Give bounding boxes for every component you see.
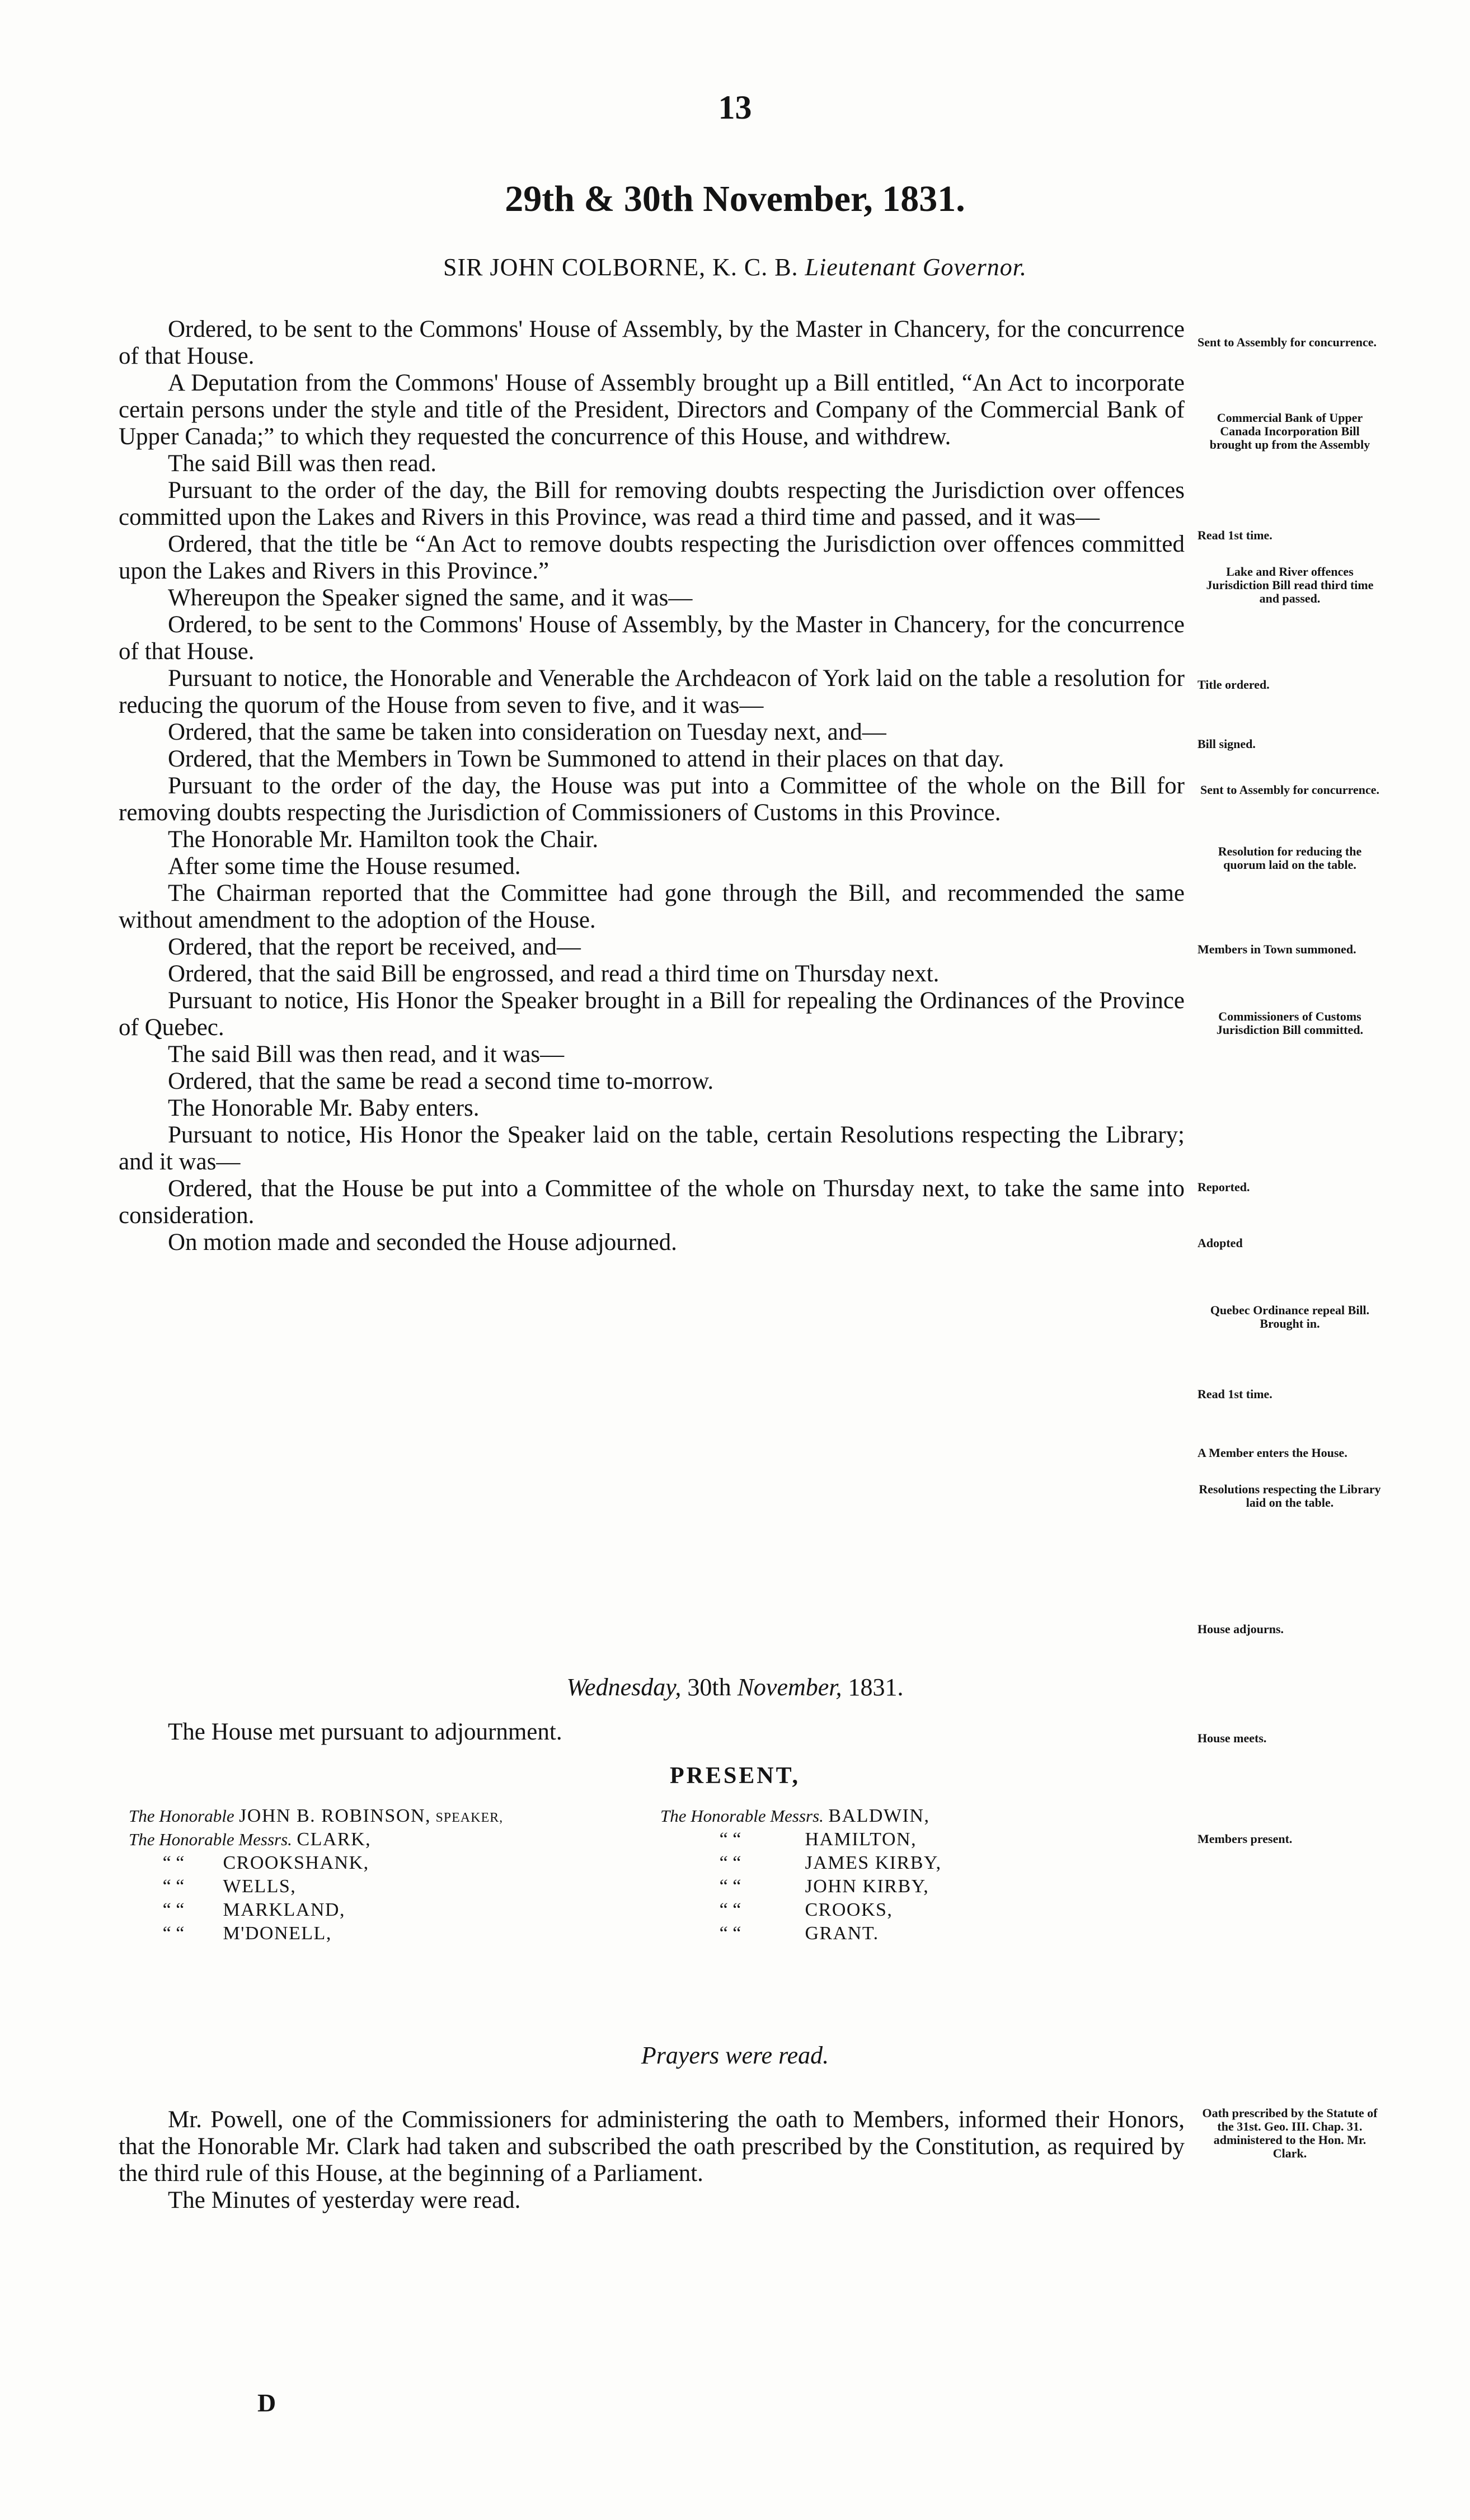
page-number: 13 <box>718 89 752 126</box>
ditto-marks: “ “ <box>719 1876 741 1897</box>
member-prefix: The Honorable Messrs. <box>660 1806 824 1826</box>
margin-note: Title ordered. <box>1197 678 1270 692</box>
ditto-marks: “ “ <box>719 1923 741 1944</box>
paragraph: Pursuant to the order of the day, the Bill for removing doubts respecting the Jurisdiction over offences committed upon the Lakes and Rivers in this Province, was read a third time and passed, and it was— <box>119 477 1185 530</box>
paragraph: On motion made and seconded the House adjourned. <box>168 1229 677 1256</box>
paragraph: Ordered, to be sent to the Commons' House of Assembly, by the Master in Chancery, for the concurrence of that House. <box>119 612 1185 665</box>
paragraph: Pursuant to notice, His Honor the Speaker laid on the table, certain Resolutions respecting the Library; and it was— <box>119 1122 1185 1175</box>
member-name: JAMES KIRBY, <box>805 1853 942 1873</box>
margin-note: Resolution for reducing the quorum laid on the table. <box>1218 844 1362 872</box>
member-row <box>129 1875 503 1898</box>
member-row <box>660 1804 942 1828</box>
paragraph: After some time the House resumed. <box>168 853 521 880</box>
member-name: GRANT. <box>805 1923 879 1944</box>
margin-note: Sent to Assembly for concurrence. <box>1200 783 1379 797</box>
margin-note: Sent to Assembly for concurrence. <box>1197 335 1377 349</box>
ditto-marks: “ “ <box>162 1923 185 1944</box>
member-name: CLARK, <box>297 1829 372 1850</box>
margin-note: Oath prescribed by the Statute of the 31st. Geo. III. Chap. 31. administered to the Hon. Mr. Clark. <box>1202 2106 1378 2160</box>
margin-note: A Member enters the House. <box>1197 1446 1347 1460</box>
paragraph: Ordered, to be sent to the Commons' House of Assembly, by the Master in Chancery, for the concurrence of that House. <box>119 316 1185 369</box>
margin-note: Commercial Bank of Upper Canada Incorporation Bill brought up from the Assembly <box>1209 411 1370 452</box>
ditto-marks: “ “ <box>719 1853 741 1873</box>
member-name: WELLS, <box>223 1876 297 1897</box>
margin-note: Members in Town summoned. <box>1197 942 1356 956</box>
paragraph: A Deputation from the Commons' House of Assembly brought up a Bill entitled, “An Act to incorporate certain persons under the style and title of the President, Directors and Company of the Commercial Bank of Upper Canada;” to which they requested the concurrence of this House, and withdrew. <box>119 370 1185 450</box>
present-heading: PRESENT, <box>669 1763 801 1789</box>
member-name: JOHN KIRBY, <box>805 1876 929 1897</box>
member-name: MARKLAND, <box>223 1900 345 1920</box>
margin-note: House adjourns. <box>1197 1622 1284 1636</box>
member-prefix: The Honorable <box>129 1806 234 1826</box>
wednesday-day: Wednesday, <box>566 1673 682 1701</box>
margin-note: Read 1st time. <box>1197 1387 1272 1401</box>
margin-note: Read 1st time. <box>1197 528 1272 542</box>
margin-notes <box>1197 0 1382 2520</box>
member-row <box>660 1851 942 1875</box>
member-row <box>660 1898 942 1922</box>
paragraph: The said Bill was then read. <box>168 450 437 477</box>
paragraph: Pursuant to notice, His Honor the Speaker brought in a Bill for repealing the Ordinances of the Province of Quebec. <box>119 988 1185 1041</box>
paragraph: Ordered, that the same be taken into consideration on Tuesday next, and— <box>168 719 886 745</box>
house-met-line <box>119 1719 1185 1746</box>
margin-note: Lake and River offences Jurisdiction Bill read third time and passed. <box>1206 565 1374 605</box>
margin-note: Resolutions respecting the Library laid on the table. <box>1199 1482 1381 1510</box>
paragraph: Mr. Powell, one of the Commissioners for administering the oath to Members, informed their Honors, that the Honorable Mr. Clark had taken and subscribed the oath prescribed by the Constitution, as required by the third rule of this House, at the beginning of a Parliament. <box>119 2107 1185 2187</box>
margin-note: House meets. <box>1197 1731 1267 1745</box>
paragraph: The Minutes of yesterday were read. <box>168 2187 521 2213</box>
ditto-marks: “ “ <box>719 1829 741 1850</box>
paragraph: Pursuant to notice, the Honorable and Venerable the Archdeacon of York laid on the table a resolution for reducing the quorum of the House from seven to five, and it was— <box>119 665 1185 718</box>
member-row <box>129 1828 503 1851</box>
member-row <box>660 1875 942 1898</box>
paragraph: Ordered, that the title be “An Act to remove doubts respecting the Jurisdiction over offences committed upon the Lakes and Rivers in this Province.” <box>119 531 1185 584</box>
paragraph: Ordered, that the Members in Town be Summoned to attend in their places on that day. <box>168 746 1004 772</box>
member-name: JOHN B. ROBINSON, <box>239 1806 431 1826</box>
ditto-marks: “ “ <box>162 1853 185 1873</box>
member-name: BALDWIN, <box>828 1806 930 1826</box>
member-name: CROOKS, <box>805 1900 893 1920</box>
governor-title: Lieutenant Governor. <box>805 253 1027 281</box>
member-name: CROOKSHANK, <box>223 1853 369 1873</box>
paragraph: Ordered, that the said Bill be engrossed, and read a third time on Thursday next. <box>168 961 940 987</box>
paragraph: Ordered, that the House be put into a Committee of the whole on Thursday next, to take the same into consideration. <box>119 1176 1185 1229</box>
wednesday-heading <box>0 1673 1470 1701</box>
paragraph: Whereupon the Speaker signed the same, and it was— <box>168 585 693 611</box>
prayers-line: Prayers were read. <box>641 2042 829 2069</box>
member-name: HAMILTON, <box>805 1829 917 1850</box>
member-row <box>129 1898 503 1922</box>
member-prefix: The Honorable Messrs. <box>129 1830 292 1849</box>
margin-note: Reported. <box>1197 1180 1250 1194</box>
paragraph: The Honorable Mr. Baby enters. <box>168 1095 480 1121</box>
margin-note: Adopted <box>1197 1236 1243 1250</box>
ditto-marks: “ “ <box>162 1876 185 1897</box>
paragraph: Pursuant to the order of the day, the House was put into a Committee of the whole on the Bill for removing doubts respecting the Jurisdiction of Commissioners of Customs in this Province. <box>119 773 1185 826</box>
paragraph: The Honorable Mr. Hamilton took the Chair. <box>168 826 599 853</box>
date-heading: 29th & 30th November, 1831. <box>505 178 965 219</box>
speaker-label: SPEAKER, <box>435 1811 504 1825</box>
governor-name: SIR JOHN COLBORNE, K. C. B. <box>443 253 799 281</box>
ditto-marks: “ “ <box>719 1900 741 1920</box>
paragraph: The Chairman reported that the Committee had gone through the Bill, and recommended the same without amendment to the adoption of the House. <box>119 880 1185 933</box>
members-left-column <box>129 1804 503 1945</box>
margin-note: Quebec Ordinance repeal Bill. Brought in. <box>1210 1303 1370 1330</box>
paragraph: The said Bill was then read, and it was— <box>168 1041 565 1068</box>
member-row <box>660 1828 942 1851</box>
wednesday-month: November, <box>737 1673 842 1701</box>
paragraph: The House met pursuant to adjournment. <box>168 1719 562 1745</box>
member-row <box>129 1922 503 1945</box>
paragraph: Ordered, that the same be read a second time to-morrow. <box>168 1068 714 1094</box>
margin-note: Members present. <box>1197 1832 1293 1846</box>
wednesday-year: 1831. <box>848 1673 904 1701</box>
main-text <box>119 316 1185 1256</box>
member-row <box>129 1804 503 1828</box>
signature-mark: D <box>257 2389 276 2417</box>
wednesday-date: 30th <box>687 1673 731 1701</box>
member-row <box>129 1851 503 1875</box>
members-right-column <box>660 1804 942 1945</box>
margin-note: Bill signed. <box>1197 737 1256 751</box>
ditto-marks: “ “ <box>162 1900 185 1920</box>
member-name: M'DONELL, <box>223 1923 332 1944</box>
member-row <box>660 1922 942 1945</box>
margin-note: Commissioners of Customs Jurisdiction Bill committed. <box>1216 1009 1364 1037</box>
paragraph: Ordered, that the report be received, and— <box>168 934 581 960</box>
closing-text <box>119 2107 1185 2214</box>
